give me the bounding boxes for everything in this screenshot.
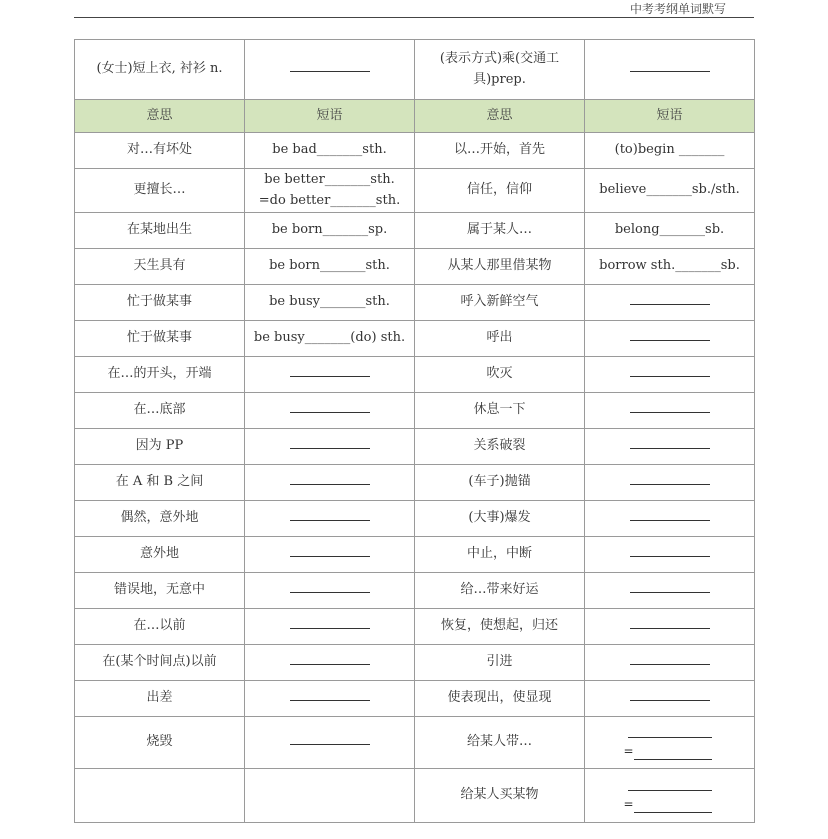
equals-answer-line[interactable] [624, 795, 716, 814]
meaning-cell: 属于某人… [415, 213, 585, 249]
meaning-cell: 呼出 [415, 321, 585, 357]
meaning-cell: 更擅长… [75, 169, 245, 213]
phrase-cell[interactable]: be born_______sp. [245, 213, 415, 249]
phrase-cell[interactable] [245, 573, 415, 609]
meaning-cell: 忙于做某事 [75, 285, 245, 321]
table-row [75, 285, 755, 321]
col-header-meaning-2: 意思 [415, 100, 585, 133]
meaning-cell: 烧毁 [75, 717, 245, 769]
meaning-cell: (车子)抛锚 [415, 465, 585, 501]
meaning-cell: 在某地出生 [75, 213, 245, 249]
table-row [75, 609, 755, 645]
table-row [75, 573, 755, 609]
top-cell-2[interactable] [245, 40, 415, 100]
answer-blank[interactable] [290, 402, 370, 413]
meaning-cell: 出差 [75, 681, 245, 717]
meaning-cell: 错误地，无意中 [75, 573, 245, 609]
phrase-cell[interactable] [245, 429, 415, 465]
meaning-cell: 在(某个时间点)以前 [75, 645, 245, 681]
answer-blank[interactable] [630, 366, 710, 377]
phrase-cell[interactable] [585, 609, 755, 645]
table-row [75, 537, 755, 573]
phrase-cell[interactable] [245, 465, 415, 501]
meaning-cell: 忙于做某事 [75, 321, 245, 357]
column-header-row [75, 100, 755, 133]
answer-blank[interactable] [630, 654, 710, 665]
answer-blank[interactable] [630, 582, 710, 593]
answer-blank[interactable] [630, 618, 710, 629]
top-cell-4[interactable] [585, 40, 755, 100]
table-row [75, 393, 755, 429]
vocab-table [74, 39, 755, 823]
answer-blank[interactable] [290, 61, 370, 72]
phrase-cell[interactable] [585, 285, 755, 321]
answer-blank[interactable] [290, 474, 370, 485]
answer-blank[interactable] [630, 438, 710, 449]
table-row [75, 213, 755, 249]
table-body [75, 133, 755, 823]
phrase-cell[interactable]: borrow sth._______sb. [585, 249, 755, 285]
answer-blank[interactable] [630, 690, 710, 701]
table-row [75, 681, 755, 717]
phrase-cell[interactable] [245, 769, 415, 823]
answer-blank[interactable] [290, 582, 370, 593]
answer-blank[interactable] [630, 546, 710, 557]
header-title: 中考考纲单词默写 [629, 2, 726, 16]
meaning-cell: 给某人买某物 [415, 769, 585, 823]
phrase-cell[interactable] [245, 645, 415, 681]
meaning-cell: 在…的开头，开端 [75, 357, 245, 393]
meaning-cell: 给某人带… [415, 717, 585, 769]
table-row [75, 169, 755, 213]
answer-blank[interactable] [628, 725, 712, 738]
phrase-cell[interactable] [585, 429, 755, 465]
phrase-cell[interactable] [245, 537, 415, 573]
meaning-cell: 引进 [415, 645, 585, 681]
phrase-cell[interactable] [585, 769, 755, 823]
phrase-cell[interactable]: be born_______sth. [245, 249, 415, 285]
meaning-cell: 以…开始，首先 [415, 133, 585, 169]
meaning-cell: 意外地 [75, 537, 245, 573]
phrase-cell[interactable]: be busy_______(do) sth. [245, 321, 415, 357]
phrase-cell[interactable] [245, 681, 415, 717]
meaning-cell: 中止，中断 [415, 537, 585, 573]
answer-blank[interactable] [290, 546, 370, 557]
answer-blank[interactable] [290, 734, 370, 745]
phrase-cell[interactable] [585, 645, 755, 681]
table-row [75, 465, 755, 501]
meaning-cell: 偶然，意外地 [75, 501, 245, 537]
top-row [75, 40, 755, 100]
answer-blank[interactable] [630, 402, 710, 413]
table-row [75, 133, 755, 169]
meaning-cell: 关系破裂 [415, 429, 585, 465]
phrase-cell[interactable]: believe_______sb./sth. [585, 169, 755, 213]
table-row [75, 357, 755, 393]
answer-blank[interactable] [290, 438, 370, 449]
phrase-cell[interactable] [585, 393, 755, 429]
phrase-cell[interactable]: be bad_______sth. [245, 133, 415, 169]
phrase-cell[interactable] [585, 573, 755, 609]
phrase-cell[interactable] [585, 501, 755, 537]
answer-blank[interactable] [290, 654, 370, 665]
col-header-phrase-2: 短语 [585, 100, 755, 133]
meaning-cell: 在…以前 [75, 609, 245, 645]
table-row [75, 769, 755, 823]
col-header-phrase-1: 短语 [245, 100, 415, 133]
meaning-cell: (大事)爆发 [415, 501, 585, 537]
answer-blank[interactable] [630, 474, 710, 485]
phrase-cell[interactable] [585, 465, 755, 501]
answer-blank[interactable] [634, 749, 712, 760]
page-header [74, 0, 754, 18]
answer-blank[interactable] [630, 294, 710, 305]
table-row [75, 501, 755, 537]
answer-blank[interactable] [628, 778, 712, 791]
phrase-cell[interactable] [585, 537, 755, 573]
table-row [75, 321, 755, 357]
table-row [75, 429, 755, 465]
table-row [75, 717, 755, 769]
equals-answer-line[interactable] [624, 742, 716, 761]
answer-blank[interactable] [630, 61, 710, 72]
meaning-cell: 在 A 和 B 之间 [75, 465, 245, 501]
phrase-cell[interactable] [585, 717, 755, 769]
phrase-cell[interactable] [585, 321, 755, 357]
answer-blank[interactable] [290, 510, 370, 521]
meaning-cell: 在…底部 [75, 393, 245, 429]
top-cell-1: (女士)短上衣, 衬衫 n. [75, 40, 245, 100]
meaning-cell: 信任，信仰 [415, 169, 585, 213]
col-header-meaning-1: 意思 [75, 100, 245, 133]
phrase-cell[interactable] [245, 717, 415, 769]
meaning-cell: 休息一下 [415, 393, 585, 429]
answer-blank[interactable] [290, 618, 370, 629]
meaning-cell: 使表现出，使显现 [415, 681, 585, 717]
meaning-cell: 从某人那里借某物 [415, 249, 585, 285]
meaning-cell: 因为 PP [75, 429, 245, 465]
phrase-cell[interactable] [585, 681, 755, 717]
meaning-cell: 对…有坏处 [75, 133, 245, 169]
meaning-cell: 呼入新鲜空气 [415, 285, 585, 321]
meaning-cell: 给…带来好运 [415, 573, 585, 609]
answer-blank[interactable] [630, 330, 710, 341]
answer-blank[interactable] [290, 366, 370, 377]
table-row [75, 645, 755, 681]
equals-sign: = [623, 743, 634, 758]
top-cell-3: (表示方式)乘(交通工具)prep. [415, 40, 585, 100]
phrase-cell[interactable]: be better_______sth. =do better_______sth. [245, 169, 415, 213]
phrase-cell[interactable]: belong_______sb. [585, 213, 755, 249]
table-row [75, 249, 755, 285]
answer-blank[interactable] [634, 802, 712, 813]
meaning-cell [75, 769, 245, 823]
answer-blank[interactable] [630, 510, 710, 521]
answer-blank[interactable] [290, 690, 370, 701]
phrase-cell[interactable]: (to)begin _______ [585, 133, 755, 169]
phrase-cell[interactable] [245, 393, 415, 429]
phrase-cell[interactable] [245, 609, 415, 645]
meaning-cell: 恢复，使想起，归还 [415, 609, 585, 645]
meaning-cell: 吹灭 [415, 357, 585, 393]
equals-sign: = [623, 796, 634, 811]
meaning-cell: 天生具有 [75, 249, 245, 285]
phrase-cell[interactable]: be busy_______sth. [245, 285, 415, 321]
phrase-cell[interactable] [245, 357, 415, 393]
phrase-cell[interactable] [585, 357, 755, 393]
phrase-cell[interactable] [245, 501, 415, 537]
